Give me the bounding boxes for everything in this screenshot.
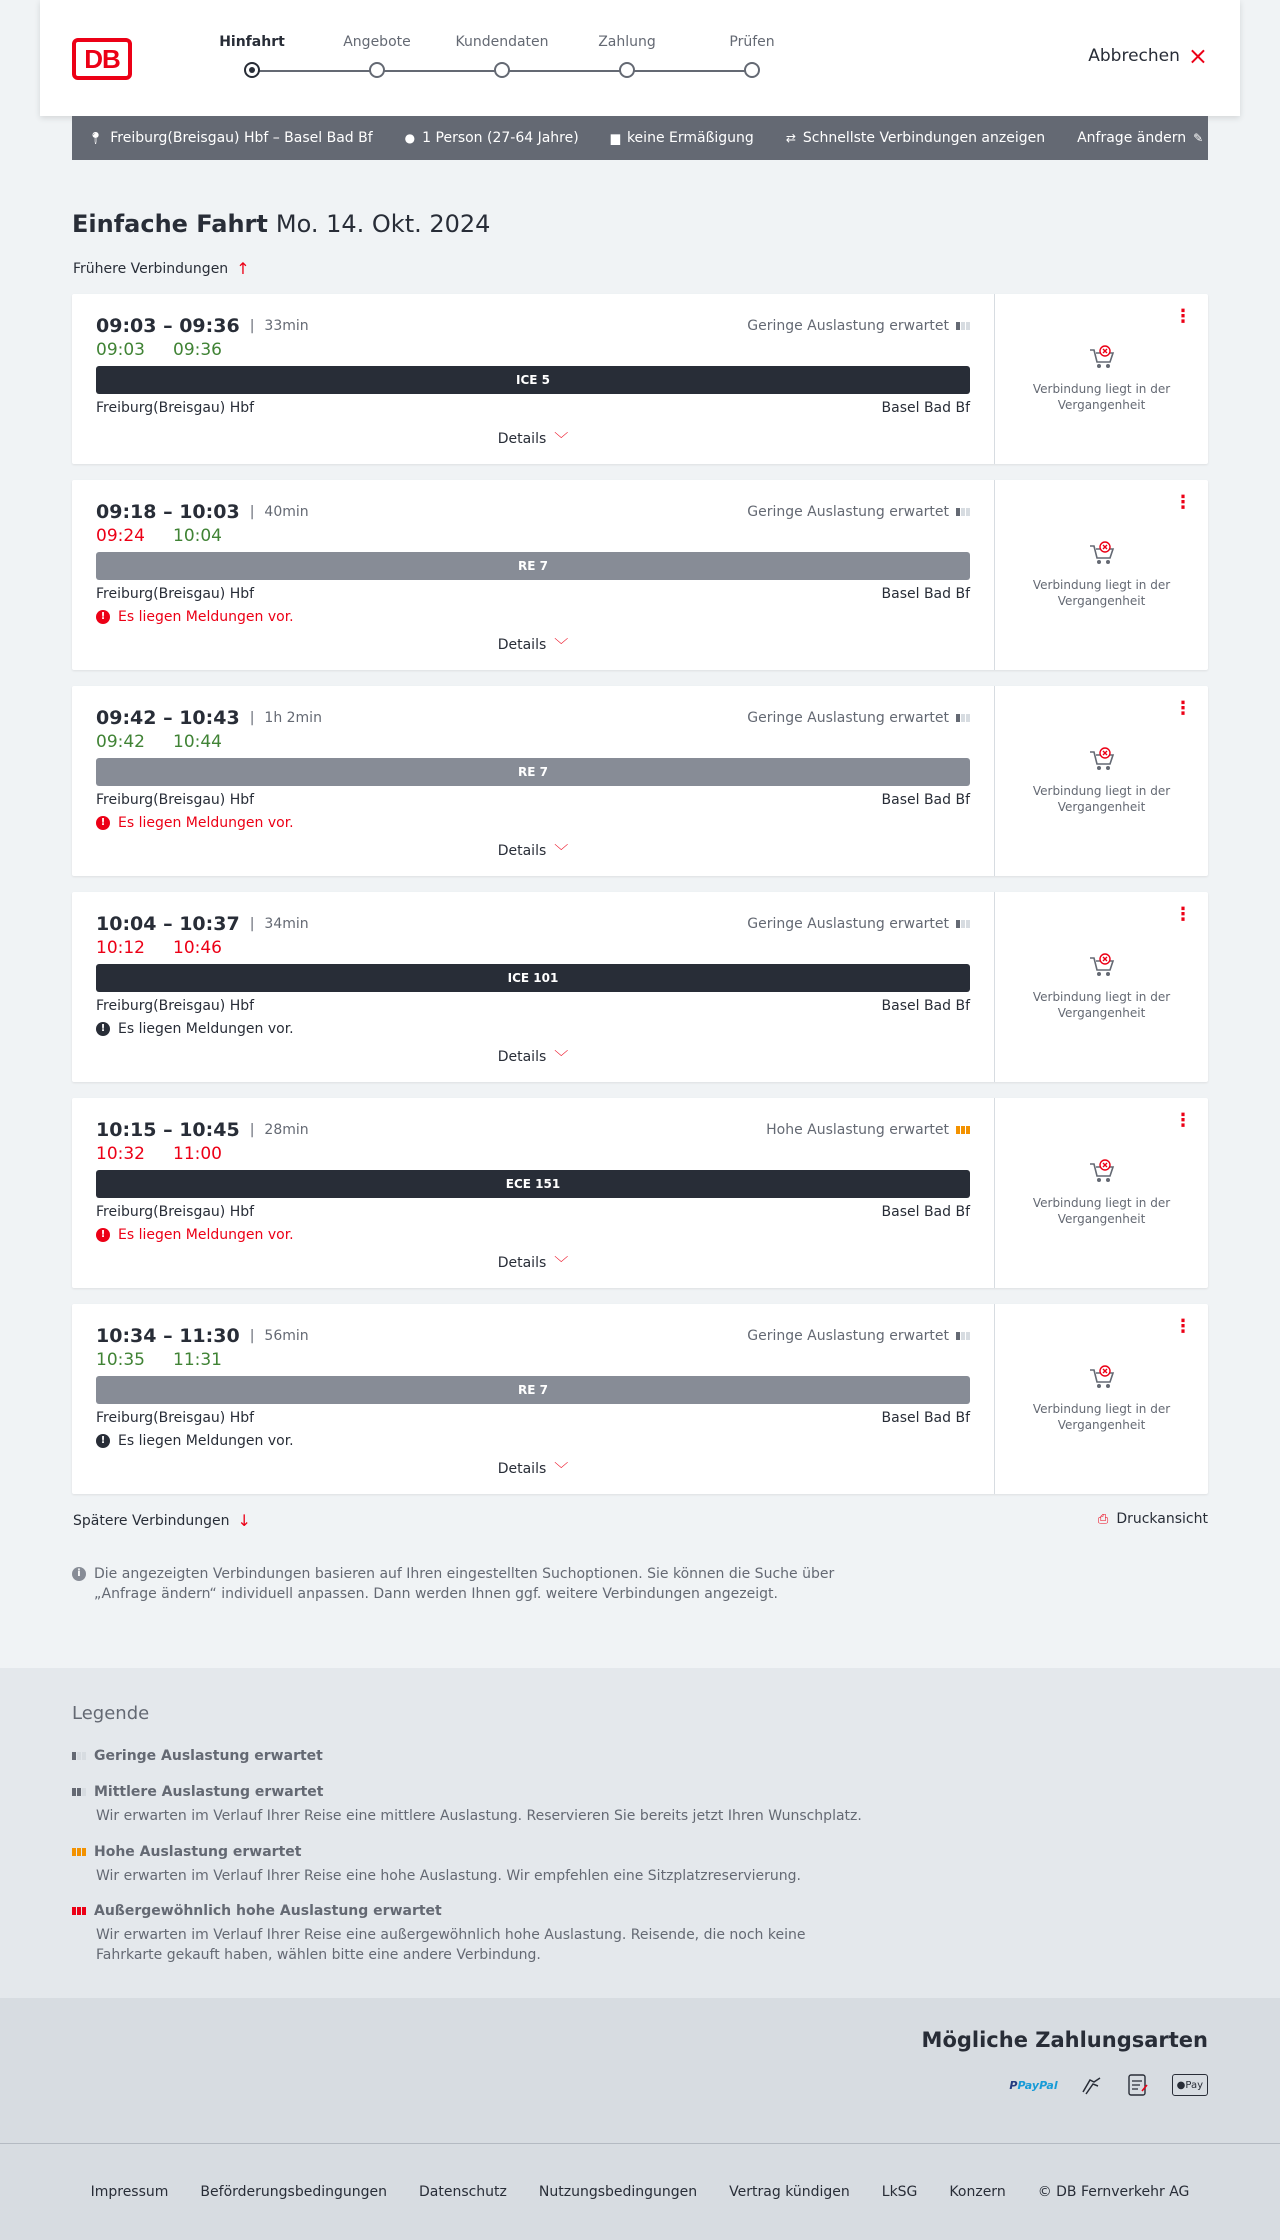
realtime-times — [96, 938, 222, 958]
cancel-label: Abbrechen — [1088, 46, 1180, 66]
train-bar[interactable]: ICE 101 — [96, 964, 970, 992]
search-info-note: i Die angezeigten Verbindungen basieren auf Ihren eingestellten Suchoptionen. Sie können die Suche über „Anfrage ändern“ individuell anpassen. Dann werden Ihnen ggf. weitere Verbindungen angezeigt. — [72, 1564, 852, 1604]
details-toggle[interactable]: Details ﹀ — [497, 843, 569, 860]
swap-arrows-icon: ⇄ — [785, 131, 796, 145]
more-options-icon[interactable]: ⋮ — [1174, 492, 1192, 513]
planned-times: 09:18 – 10:03 — [96, 501, 240, 523]
station-row — [96, 792, 970, 808]
train-bar[interactable]: RE 7 — [96, 758, 970, 786]
later-connections-link[interactable]: Spätere Verbindungen ↓ — [73, 1511, 251, 1530]
extreme-load-icon — [72, 1907, 86, 1915]
realtime-departure: 09:24 — [96, 526, 145, 546]
connection-card[interactable] — [72, 294, 1208, 464]
chevron-down-icon: ﹀ — [554, 432, 569, 448]
arrow-down-icon: ↓ — [237, 1511, 251, 1530]
footer-link-vertrag-kuendigen[interactable]: Vertrag kündigen — [729, 2184, 850, 2200]
more-options-icon[interactable]: ⋮ — [1174, 1316, 1192, 1337]
destination-station: Basel Bad Bf — [881, 1410, 970, 1426]
connection-times: 10:15 – 10:45 | 28min — [96, 1119, 309, 1141]
bahncard-icon: ▆ — [610, 131, 620, 145]
query-passengers: ● 1 Person (27-64 Jahre) — [404, 130, 579, 146]
payment-methods-section — [0, 1998, 1280, 2143]
footer-copyright: © DB Fernverkehr AG — [1037, 2184, 1190, 2200]
notice-message[interactable]: ! Es liegen Meldungen vor. — [96, 1021, 294, 1037]
load-indicator: Geringe Auslastung erwartet — [747, 1328, 970, 1344]
station-row — [96, 998, 970, 1014]
alert-icon: ! — [96, 610, 110, 624]
connection-card[interactable] — [72, 1304, 1208, 1494]
alert-icon: ! — [96, 1228, 110, 1242]
notice-message[interactable]: ! Es liegen Meldungen vor. — [96, 1433, 294, 1449]
high-load-icon — [72, 1848, 86, 1856]
step-angebote: Angebote — [327, 34, 427, 50]
step-pruefen: Prüfen — [702, 34, 802, 50]
station-row — [96, 1410, 970, 1426]
low-load-icon — [956, 1332, 970, 1340]
more-options-icon[interactable]: ⋮ — [1174, 904, 1192, 925]
low-load-icon — [956, 322, 970, 330]
legend-item-medium: Mittlere Auslastung erwartet Wir erwarten im Verlauf Ihrer Reise eine mittlere Auslastung. Reservieren Sie bereits jetzt Ihren Wunschplatz. — [72, 1784, 872, 1826]
duration: 34min — [264, 916, 309, 932]
footer-link-konzern[interactable]: Konzern — [949, 2184, 1006, 2200]
realtime-departure: 10:12 — [96, 938, 145, 958]
step-zahlung: Zahlung — [577, 34, 677, 50]
duration: 33min — [264, 318, 309, 334]
connection-times: 10:04 – 10:37 | 34min — [96, 913, 309, 935]
notice-message[interactable]: ! Es liegen Meldungen vor. — [96, 609, 294, 625]
planned-times: 10:34 – 11:30 — [96, 1325, 240, 1347]
page-title: Einfache Fahrt Mo. 14. Okt. 2024 — [72, 210, 491, 238]
cart-unavailable-icon — [1088, 541, 1116, 567]
chevron-down-icon: ﹀ — [554, 1462, 569, 1478]
realtime-departure: 10:32 — [96, 1144, 145, 1164]
past-connection-note: Verbindung liegt in der Vergangenheit — [995, 1365, 1208, 1433]
connection-times: 09:42 – 10:43 | 1h 2min — [96, 707, 322, 729]
realtime-arrival: 09:36 — [173, 340, 222, 360]
apple-pay-icon: ● Pay — [1172, 2074, 1208, 2096]
credit-card-icon — [1080, 2074, 1104, 2096]
planned-times: 09:42 – 10:43 — [96, 707, 240, 729]
realtime-arrival: 11:31 — [173, 1350, 222, 1370]
db-logo[interactable]: DB — [72, 38, 132, 80]
footer-link-datenschutz[interactable]: Datenschutz — [418, 2184, 507, 2200]
connection-times: 09:03 – 09:36 | 33min — [96, 315, 309, 337]
destination-station: Basel Bad Bf — [881, 1204, 970, 1220]
booking-panel — [995, 294, 1208, 464]
realtime-arrival: 11:00 — [173, 1144, 222, 1164]
sepa-icon — [1126, 2074, 1150, 2096]
more-options-icon[interactable]: ⋮ — [1174, 1110, 1192, 1131]
booking-panel — [995, 1098, 1208, 1288]
origin-station: Freiburg(Breisgau) Hbf — [96, 1204, 255, 1220]
realtime-times — [96, 340, 222, 360]
low-load-icon — [956, 508, 970, 516]
duration: 1h 2min — [264, 710, 322, 726]
legend-item-low: Geringe Auslastung erwartet — [72, 1748, 872, 1764]
legend-item-extreme: Außergewöhnlich hohe Auslastung erwartet Wir erwarten im Verlauf Ihrer Reise eine außergewöhnlich hohe Auslastung. Reisende, die noch keine Fahrkarte gekauft haben, wählen bitte eine andere Verbindung. — [72, 1903, 872, 1965]
train-bar[interactable]: RE 7 — [96, 552, 970, 580]
query-option: ⇄ Schnellste Verbindungen anzeigen — [785, 130, 1046, 146]
origin-station: Freiburg(Breisgau) Hbf — [96, 400, 255, 416]
footer-link-befoerderungsbedingungen[interactable]: Beförderungsbedingungen — [200, 2184, 387, 2200]
notice-message[interactable]: ! Es liegen Meldungen vor. — [96, 1227, 294, 1243]
step-hinfahrt: Hinfahrt — [202, 34, 302, 50]
cart-unavailable-icon — [1088, 345, 1116, 371]
connection-times: 09:18 – 10:03 | 40min — [96, 501, 309, 523]
alert-icon: ! — [96, 816, 110, 830]
booking-panel — [995, 892, 1208, 1082]
realtime-departure: 09:42 — [96, 732, 145, 752]
footer-link-lksg[interactable]: LkSG — [881, 2184, 918, 2200]
origin-station: Freiburg(Breisgau) Hbf — [96, 792, 255, 808]
past-connection-note: Verbindung liegt in der Vergangenheit — [995, 1159, 1208, 1227]
chevron-down-icon: ﹀ — [554, 844, 569, 860]
planned-times: 10:04 – 10:37 — [96, 913, 240, 935]
high-load-icon — [956, 1126, 970, 1134]
booking-panel — [995, 480, 1208, 670]
load-indicator: Geringe Auslastung erwartet — [747, 318, 970, 334]
earlier-connections-link[interactable]: Frühere Verbindungen ↑ — [73, 259, 250, 278]
planned-times: 10:15 – 10:45 — [96, 1119, 240, 1141]
realtime-departure: 10:35 — [96, 1350, 145, 1370]
arrow-up-icon: ↑ — [236, 259, 250, 278]
past-connection-note: Verbindung liegt in der Vergangenheit — [995, 541, 1208, 609]
planned-times: 09:03 – 09:36 — [96, 315, 240, 337]
realtime-arrival: 10:46 — [173, 938, 222, 958]
cart-unavailable-icon — [1088, 953, 1116, 979]
low-load-icon — [956, 714, 970, 722]
booking-panel — [995, 686, 1208, 876]
booking-panel — [995, 1304, 1208, 1494]
station-row — [96, 1204, 970, 1220]
origin-station: Freiburg(Breisgau) Hbf — [96, 1410, 255, 1426]
query-summary-bar — [72, 116, 1208, 160]
load-indicator: Geringe Auslastung erwartet — [747, 916, 970, 932]
origin-station: Freiburg(Breisgau) Hbf — [96, 586, 255, 602]
connection-card[interactable] — [72, 1098, 1208, 1288]
query-route: 📍︎ Freiburg(Breisgau) Hbf – Basel Bad Bf — [88, 130, 373, 146]
details-toggle[interactable]: Details ﹀ — [497, 1049, 569, 1066]
legend-title: Legende — [72, 1703, 150, 1724]
footer-nav — [0, 2143, 1280, 2240]
duration: 56min — [264, 1328, 309, 1344]
page-header — [40, 0, 1240, 116]
cart-unavailable-icon — [1088, 747, 1116, 773]
origin-station: Freiburg(Breisgau) Hbf — [96, 998, 255, 1014]
paypal-icon: P PayPal — [1009, 2078, 1058, 2092]
low-load-icon — [72, 1752, 86, 1760]
details-toggle[interactable]: Details ﹀ — [497, 431, 569, 448]
load-indicator: Geringe Auslastung erwartet — [747, 710, 970, 726]
change-query-button[interactable]: Anfrage ändern ✎ — [1077, 130, 1204, 146]
train-bar[interactable]: ECE 151 — [96, 1170, 970, 1198]
connection-card[interactable] — [72, 480, 1208, 670]
realtime-times — [96, 1350, 222, 1370]
query-discount: ▆ keine Ermäßigung — [610, 130, 754, 146]
chevron-down-icon: ﹀ — [554, 1256, 569, 1272]
train-bar[interactable]: RE 7 — [96, 1376, 970, 1404]
legend-section — [0, 1668, 1280, 1998]
realtime-arrival: 10:04 — [173, 526, 222, 546]
load-indicator: Hohe Auslastung erwartet — [766, 1122, 970, 1138]
past-connection-note: Verbindung liegt in der Vergangenheit — [995, 747, 1208, 815]
person-icon: ● — [404, 131, 416, 145]
details-toggle[interactable]: Details ﹀ — [497, 1461, 569, 1478]
connection-card[interactable] — [72, 686, 1208, 876]
alert-icon: ! — [96, 1022, 110, 1036]
progress-stepper — [210, 34, 775, 84]
close-icon: × — [1187, 42, 1208, 70]
past-connection-note: Verbindung liegt in der Vergangenheit — [995, 345, 1208, 413]
details-toggle[interactable]: Details ﹀ — [497, 637, 569, 654]
notice-message[interactable]: ! Es liegen Meldungen vor. — [96, 815, 294, 831]
pencil-icon: ✎ — [1193, 131, 1204, 145]
realtime-times — [96, 732, 222, 752]
destination-station: Basel Bad Bf — [881, 586, 970, 602]
connection-times: 10:34 – 11:30 | 56min — [96, 1325, 309, 1347]
realtime-arrival: 10:44 — [173, 732, 222, 752]
train-bar[interactable]: ICE 5 — [96, 366, 970, 394]
chevron-down-icon: ﹀ — [554, 638, 569, 654]
footer-link-impressum[interactable]: Impressum — [90, 2184, 169, 2200]
details-toggle[interactable]: Details ﹀ — [497, 1255, 569, 1272]
more-options-icon[interactable]: ⋮ — [1174, 306, 1192, 327]
realtime-departure: 09:03 — [96, 340, 145, 360]
duration: 40min — [264, 504, 309, 520]
step-kundendaten: Kundendaten — [452, 34, 552, 50]
realtime-times — [96, 526, 222, 546]
destination-station: Basel Bad Bf — [881, 792, 970, 808]
alert-icon: ! — [96, 1434, 110, 1448]
legend-item-high: Hohe Auslastung erwartet Wir erwarten im Verlauf Ihrer Reise eine hohe Auslastung. Wir empfehlen eine Sitzplatzreservierung. — [72, 1844, 872, 1886]
cart-unavailable-icon — [1088, 1159, 1116, 1185]
payment-title: Mögliche Zahlungsarten — [921, 2028, 1208, 2052]
connection-card[interactable] — [72, 892, 1208, 1082]
cancel-button[interactable] — [1088, 42, 1208, 70]
destination-station: Basel Bad Bf — [881, 998, 970, 1014]
past-connection-note: Verbindung liegt in der Vergangenheit — [995, 953, 1208, 1021]
info-icon: i — [72, 1567, 86, 1581]
station-row — [96, 400, 970, 416]
destination-station: Basel Bad Bf — [881, 400, 970, 416]
location-pin-icon: 📍︎ — [88, 131, 104, 145]
medium-load-icon — [72, 1788, 86, 1796]
cart-unavailable-icon — [1088, 1365, 1116, 1391]
chevron-down-icon: ﹀ — [554, 1050, 569, 1066]
station-row — [96, 586, 970, 602]
duration: 28min — [264, 1122, 309, 1138]
more-options-icon[interactable]: ⋮ — [1174, 698, 1192, 719]
realtime-times — [96, 1144, 222, 1164]
footer-link-nutzungsbedingungen[interactable]: Nutzungsbedingungen — [538, 2184, 698, 2200]
printer-icon: ⎙ — [1097, 1511, 1109, 1527]
print-view-button[interactable]: ⎙ Druckansicht — [1097, 1511, 1208, 1527]
load-indicator: Geringe Auslastung erwartet — [747, 504, 970, 520]
low-load-icon — [956, 920, 970, 928]
